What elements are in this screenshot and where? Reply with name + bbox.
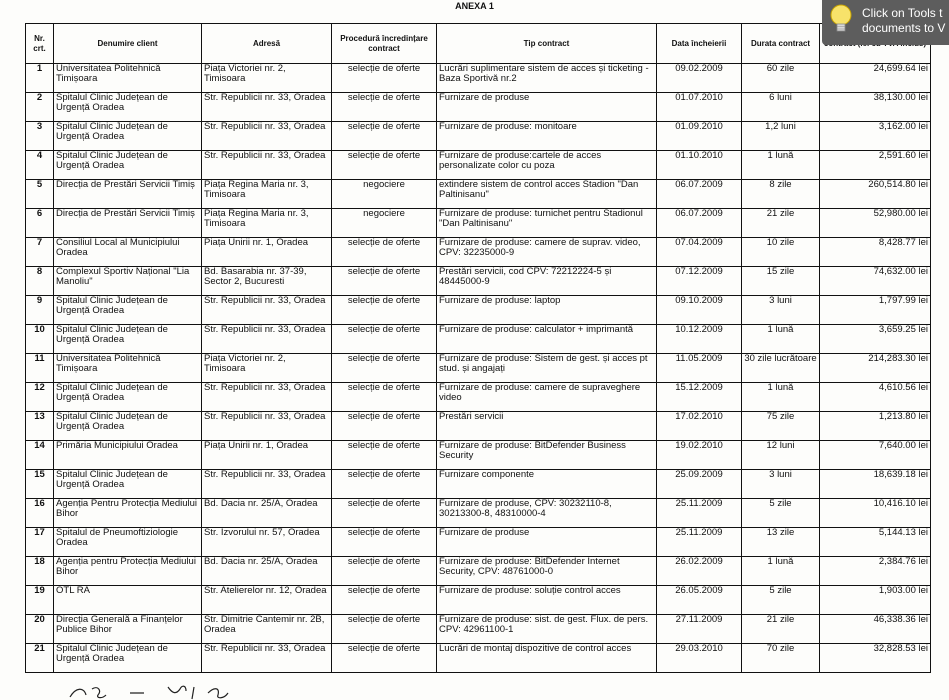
- table-cell-adresa: Piața Regina Maria nr. 3, Timisoara: [202, 180, 332, 209]
- table-cell-nr: 2: [26, 93, 54, 122]
- table-cell-tip: Furnizare de produse, CPV: 30232110-8, 30213300-8, 48310000-4: [437, 499, 657, 528]
- lightbulb-icon: [828, 3, 854, 37]
- table-cell-data: 09.10.2009: [657, 296, 742, 325]
- table-cell-adresa: Str. Izvorului nr. 57, Oradea: [202, 528, 332, 557]
- table-cell-client: Universitatea Politehnică Timișoara: [54, 64, 202, 93]
- table-row: [26, 267, 931, 296]
- table-cell-data: 11.05.2009: [657, 354, 742, 383]
- table-cell-adresa: Str. Republicii nr. 33, Oradea: [202, 93, 332, 122]
- table-cell-valoare: 214,283.30 lei: [820, 354, 931, 383]
- table-cell-durata: 1 lună: [742, 325, 820, 354]
- table-cell-tip: Furnizare componente: [437, 470, 657, 499]
- table-cell-durata: 15 zile: [742, 267, 820, 296]
- table-cell-valoare: 260,514.80 lei: [820, 180, 931, 209]
- table-cell-nr: 1: [26, 64, 54, 93]
- table-cell-adresa: Str. Republicii nr. 33, Oradea: [202, 122, 332, 151]
- table-cell-valoare: 46,338.36 lei: [820, 615, 931, 644]
- table-cell-procedura: selecție de oferte: [332, 586, 437, 615]
- table-row: [26, 64, 931, 93]
- table-cell-tip: Furnizare de produse: Sistem de gest. și acces pt stud. și angajați: [437, 354, 657, 383]
- table-cell-tip: Furnizare de produse: [437, 528, 657, 557]
- table-row: [26, 470, 931, 499]
- table-cell-tip: Furnizare de produse: BitDefender Internet Security, CPV: 48761000-0: [437, 557, 657, 586]
- table-cell-nr: 11: [26, 354, 54, 383]
- table-cell-valoare: 74,632.00 lei: [820, 267, 931, 296]
- table-cell-nr: 19: [26, 586, 54, 615]
- table-cell-adresa: Str. Dimitrie Cantemir nr. 2B, Oradea: [202, 615, 332, 644]
- table-cell-adresa: Bd. Dacia nr. 25/A, Oradea: [202, 499, 332, 528]
- header-data: Data încheierii: [657, 24, 742, 64]
- table-cell-nr: 18: [26, 557, 54, 586]
- table-cell-tip: Furnizare de produse: camere de suprav. video, CPV: 32235000-9: [437, 238, 657, 267]
- table-cell-adresa: Piața Victoriei nr. 2, Timisoara: [202, 354, 332, 383]
- table-cell-durata: 21 zile: [742, 615, 820, 644]
- table-cell-data: 01.07.2010: [657, 93, 742, 122]
- header-tip: Tip contract: [437, 24, 657, 64]
- table-cell-data: 15.12.2009: [657, 383, 742, 412]
- table-cell-nr: 6: [26, 209, 54, 238]
- table-cell-valoare: 18,639.18 lei: [820, 470, 931, 499]
- table-cell-client: Spitalul Clinic Județean de Urgență Oradea: [54, 93, 202, 122]
- table-cell-nr: 21: [26, 644, 54, 673]
- table-cell-procedura: selecție de oferte: [332, 644, 437, 673]
- table-cell-valoare: 38,130.00 lei: [820, 93, 931, 122]
- table-cell-nr: 7: [26, 238, 54, 267]
- table-cell-durata: 1,2 luni: [742, 122, 820, 151]
- table-cell-procedura: selecție de oferte: [332, 122, 437, 151]
- table-cell-nr: 9: [26, 296, 54, 325]
- table-cell-procedura: selecție de oferte: [332, 267, 437, 296]
- table-cell-nr: 17: [26, 528, 54, 557]
- table-cell-client: Spitalul Clinic Județean de Urgență Oradea: [54, 296, 202, 325]
- table-cell-durata: 1 lună: [742, 151, 820, 180]
- table-cell-procedura: selecție de oferte: [332, 238, 437, 267]
- table-row: [26, 528, 931, 557]
- table-cell-procedura: selecție de oferte: [332, 151, 437, 180]
- table-cell-client: Agenția pentru Protecția Mediului Bihor: [54, 557, 202, 586]
- table-cell-adresa: Piața Unirii nr. 1, Oradea: [202, 441, 332, 470]
- table-cell-procedura: selecție de oferte: [332, 64, 437, 93]
- table-cell-durata: 13 zile: [742, 528, 820, 557]
- table-cell-client: Direcția de Prestări Servicii Timiș: [54, 180, 202, 209]
- table-row: [26, 180, 931, 209]
- table-cell-data: 25.11.2009: [657, 499, 742, 528]
- table-cell-durata: 8 zile: [742, 180, 820, 209]
- table-cell-valoare: 3,162.00 lei: [820, 122, 931, 151]
- table-cell-valoare: 2,384.76 lei: [820, 557, 931, 586]
- table-cell-tip: Furnizare de produse: calculator + imprimantă: [437, 325, 657, 354]
- table-cell-valoare: 2,591.60 lei: [820, 151, 931, 180]
- table-cell-data: 06.07.2009: [657, 180, 742, 209]
- handwritten-signature: [68, 683, 268, 700]
- table-row: [26, 615, 931, 644]
- table-cell-procedura: selecție de oferte: [332, 615, 437, 644]
- table-cell-valoare: 1,213.80 lei: [820, 412, 931, 441]
- table-cell-durata: 3 luni: [742, 470, 820, 499]
- table-cell-data: 25.11.2009: [657, 528, 742, 557]
- table-cell-adresa: Str. Republicii nr. 33, Oradea: [202, 470, 332, 499]
- table-cell-durata: 5 zile: [742, 499, 820, 528]
- table-cell-nr: 15: [26, 470, 54, 499]
- table-cell-procedura: negociere: [332, 180, 437, 209]
- table-cell-tip: Prestări servicii, cod CPV: 72212224-5 și 48445000-9: [437, 267, 657, 296]
- table-row: [26, 238, 931, 267]
- table-cell-client: Spitalul Clinic Județean de Urgență Oradea: [54, 151, 202, 180]
- table-row: [26, 499, 931, 528]
- table-cell-client: Agenția Pentru Protecția Mediului Bihor: [54, 499, 202, 528]
- table-cell-durata: 12 luni: [742, 441, 820, 470]
- table-cell-valoare: 10,416.10 lei: [820, 499, 931, 528]
- table-cell-durata: 1 lună: [742, 383, 820, 412]
- table-cell-adresa: Bd. Basarabia nr. 37-39, Sector 2, Bucuresti: [202, 267, 332, 296]
- table-header-row: [26, 24, 931, 64]
- table-cell-procedura: selecție de oferte: [332, 325, 437, 354]
- table-cell-procedura: selecție de oferte: [332, 557, 437, 586]
- table-cell-client: Spitalul Clinic Județean de Urgență Oradea: [54, 325, 202, 354]
- table-cell-client: Direcția Generală a Finanțelor Publice Bihor: [54, 615, 202, 644]
- header-durata: Durata contract: [742, 24, 820, 64]
- table-cell-adresa: Piața Regina Maria nr. 3, Timisoara: [202, 209, 332, 238]
- table-cell-data: 25.09.2009: [657, 470, 742, 499]
- table-cell-data: 09.02.2009: [657, 64, 742, 93]
- table-cell-client: OTL RA: [54, 586, 202, 615]
- table-cell-client: Spitalul Clinic Județean de Urgență Oradea: [54, 644, 202, 673]
- table-cell-client: Spitalul Clinic Județean de Urgență Oradea: [54, 122, 202, 151]
- table-cell-durata: 10 zile: [742, 238, 820, 267]
- table-cell-data: 26.02.2009: [657, 557, 742, 586]
- table-cell-procedura: selecție de oferte: [332, 383, 437, 412]
- tooltip-line-1: Click on Tools t: [862, 6, 943, 20]
- table-cell-durata: 75 zile: [742, 412, 820, 441]
- table-cell-tip: Furnizare de produse: [437, 93, 657, 122]
- table-cell-tip: Furnizare de produse: BitDefender Business Security: [437, 441, 657, 470]
- header-procedura: Procedură încredințare contract: [332, 24, 437, 64]
- table-cell-valoare: 3,659.25 lei: [820, 325, 931, 354]
- table-cell-adresa: Str. Republicii nr. 33, Oradea: [202, 412, 332, 441]
- table-cell-adresa: Piața Unirii nr. 1, Oradea: [202, 238, 332, 267]
- table-cell-durata: 3 luni: [742, 296, 820, 325]
- table-cell-client: Complexul Sportiv Național "Lia Manoliu": [54, 267, 202, 296]
- page-title: ANEXA 1: [455, 1, 494, 11]
- table-cell-data: 01.10.2010: [657, 151, 742, 180]
- table-cell-nr: 13: [26, 412, 54, 441]
- table-cell-valoare: 1,903.00 lei: [820, 586, 931, 615]
- table-cell-valoare: 1,797.99 lei: [820, 296, 931, 325]
- table-row: [26, 209, 931, 238]
- table-cell-tip: Furnizare de produse: camere de supraveghere video: [437, 383, 657, 412]
- table-cell-data: 01.09.2010: [657, 122, 742, 151]
- contracts-table: [25, 23, 931, 673]
- table-cell-durata: 1 lună: [742, 557, 820, 586]
- table-cell-client: Spitalul Clinic Județean de Urgență Oradea: [54, 470, 202, 499]
- table-cell-durata: 30 zile lucrătoare: [742, 354, 820, 383]
- table-cell-tip: extindere sistem de control acces Stadion "Dan Paltinisanu": [437, 180, 657, 209]
- table-row: [26, 441, 931, 470]
- table-cell-data: 06.07.2009: [657, 209, 742, 238]
- table-row: [26, 296, 931, 325]
- table-cell-adresa: Str. Republicii nr. 33, Oradea: [202, 644, 332, 673]
- table-cell-client: Direcția de Prestări Servicii Timiș: [54, 209, 202, 238]
- table-cell-adresa: Str. Republicii nr. 33, Oradea: [202, 325, 332, 354]
- table-cell-durata: 5 zile: [742, 586, 820, 615]
- table-cell-tip: Furnizare de produse: soluție control acces: [437, 586, 657, 615]
- table-cell-tip: Lucrări suplimentare sistem de acces și ticketing - Baza Sportivă nr.2: [437, 64, 657, 93]
- table-row: [26, 644, 931, 673]
- table-row: [26, 354, 931, 383]
- table-cell-adresa: Str. Republicii nr. 33, Oradea: [202, 296, 332, 325]
- table-cell-procedura: selecție de oferte: [332, 354, 437, 383]
- table-row: [26, 586, 931, 615]
- table-cell-data: 07.12.2009: [657, 267, 742, 296]
- header-adresa: Adresă: [202, 24, 332, 64]
- table-cell-data: 19.02.2010: [657, 441, 742, 470]
- table-cell-nr: 5: [26, 180, 54, 209]
- table-cell-procedura: selecție de oferte: [332, 296, 437, 325]
- table-cell-durata: 6 luni: [742, 93, 820, 122]
- table-cell-nr: 3: [26, 122, 54, 151]
- table-cell-tip: Furnizare de produse: monitoare: [437, 122, 657, 151]
- table-row: [26, 151, 931, 180]
- table-row: [26, 383, 931, 412]
- table-cell-tip: Lucrări de montaj dispozitive de control acces: [437, 644, 657, 673]
- table-cell-durata: 21 zile: [742, 209, 820, 238]
- table-cell-adresa: Str. Republicii nr. 33, Oradea: [202, 151, 332, 180]
- table-cell-valoare: 5,144.13 lei: [820, 528, 931, 557]
- table-cell-procedura: selecție de oferte: [332, 499, 437, 528]
- table-cell-tip: Furnizare de produse: sist. de gest. Flux. de pers. CPV: 42961100-1: [437, 615, 657, 644]
- table-cell-nr: 12: [26, 383, 54, 412]
- table-cell-data: 07.04.2009: [657, 238, 742, 267]
- tools-tooltip[interactable]: [822, 0, 949, 45]
- table-row: [26, 93, 931, 122]
- table-cell-client: Spitalul Clinic Județean de Urgență Oradea: [54, 383, 202, 412]
- table-cell-procedura: selecție de oferte: [332, 412, 437, 441]
- table-cell-nr: 14: [26, 441, 54, 470]
- table-cell-valoare: 4,610.56 lei: [820, 383, 931, 412]
- table-cell-data: 27.11.2009: [657, 615, 742, 644]
- table-cell-client: Primăria Municipiului Oradea: [54, 441, 202, 470]
- table-cell-valoare: 24,699.64 lei: [820, 64, 931, 93]
- table-cell-data: 26.05.2009: [657, 586, 742, 615]
- table-cell-tip: Prestări servicii: [437, 412, 657, 441]
- table-cell-tip: Furnizare de produse: laptop: [437, 296, 657, 325]
- table-cell-procedura: selecție de oferte: [332, 528, 437, 557]
- table-cell-procedura: negociere: [332, 209, 437, 238]
- table-cell-data: 29.03.2010: [657, 644, 742, 673]
- table-cell-client: Consiliul Local al Municipiului Oradea: [54, 238, 202, 267]
- table-cell-durata: 70 zile: [742, 644, 820, 673]
- table-cell-nr: 16: [26, 499, 54, 528]
- table-cell-client: Spitalul de Pneumoftiziologie Oradea: [54, 528, 202, 557]
- table-row: [26, 412, 931, 441]
- table-cell-nr: 8: [26, 267, 54, 296]
- table-cell-procedura: selecție de oferte: [332, 93, 437, 122]
- table-cell-nr: 10: [26, 325, 54, 354]
- table-cell-valoare: 8,428.77 lei: [820, 238, 931, 267]
- table-cell-adresa: Piața Victoriei nr. 2, Timisoara: [202, 64, 332, 93]
- tooltip-line-2: documents to V: [862, 21, 946, 35]
- table-cell-nr: 4: [26, 151, 54, 180]
- table-cell-data: 17.02.2010: [657, 412, 742, 441]
- table-cell-durata: 60 zile: [742, 64, 820, 93]
- table-row: [26, 122, 931, 151]
- header-client: Denumire client: [54, 24, 202, 64]
- table-cell-data: 10.12.2009: [657, 325, 742, 354]
- table-row: [26, 325, 931, 354]
- table-cell-valoare: 32,828.53 lei: [820, 644, 931, 673]
- table-cell-procedura: selecție de oferte: [332, 470, 437, 499]
- table-cell-procedura: selecție de oferte: [332, 441, 437, 470]
- table-cell-client: Spitalul Clinic Județean de Urgență Oradea: [54, 412, 202, 441]
- table-cell-tip: Furnizare de produse: turnichet pentru Stadionul "Dan Paltinisanu": [437, 209, 657, 238]
- table-row: [26, 557, 931, 586]
- header-nr: Nr. crt.: [26, 24, 54, 64]
- table-cell-tip: Furnizare de produse:cartele de acces personalizate color cu poza: [437, 151, 657, 180]
- table-cell-client: Universitatea Politehnică Timișoara: [54, 354, 202, 383]
- table-cell-adresa: Bd. Dacia nr. 25/A, Oradea: [202, 557, 332, 586]
- table-cell-adresa: Str. Atelierelor nr. 12, Oradea: [202, 586, 332, 615]
- table-cell-nr: 20: [26, 615, 54, 644]
- table-cell-valoare: 52,980.00 lei: [820, 209, 931, 238]
- table-cell-adresa: Str. Republicii nr. 33, Oradea: [202, 383, 332, 412]
- table-cell-valoare: 7,640.00 lei: [820, 441, 931, 470]
